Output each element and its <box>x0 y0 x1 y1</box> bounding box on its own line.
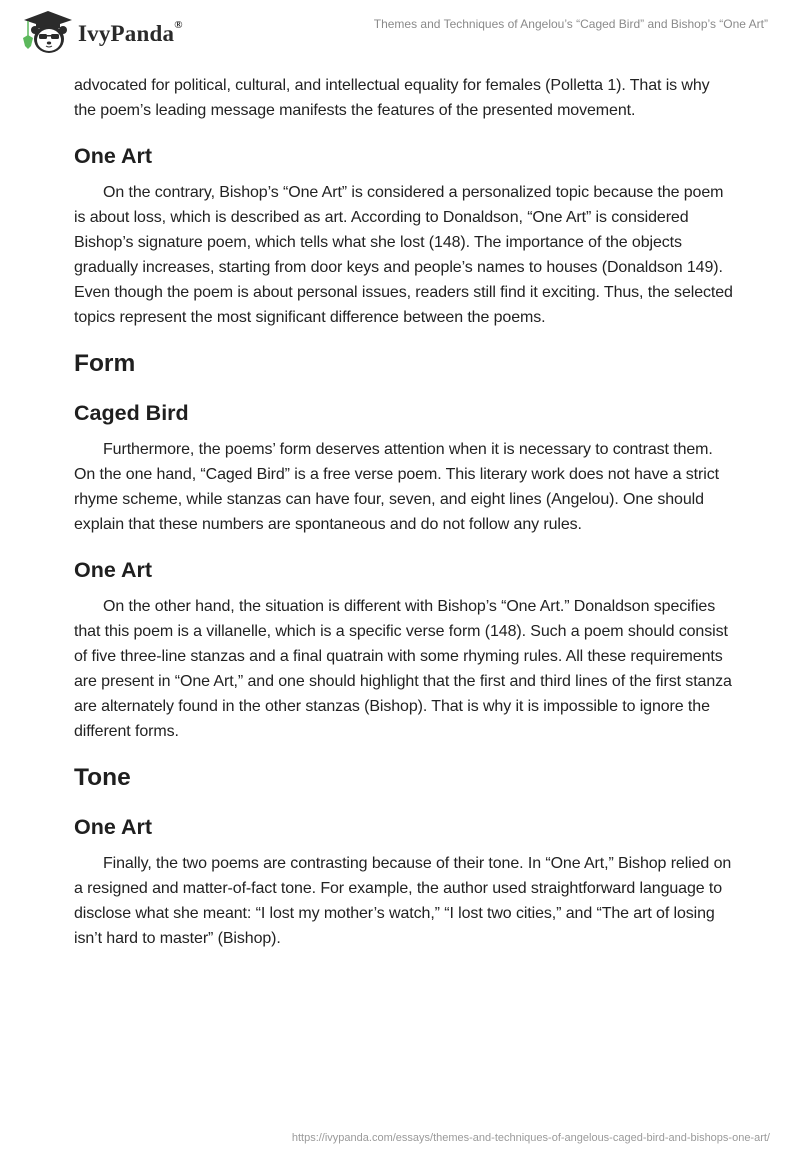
paragraph-one-art-tone: Finally, the two poems are contrasting because of their tone. In “One Art,” Bishop relied on a resigned and matter-of-fact tone. For example, the author used straightforward language to disclose what she meant: “I lost my mother’s watch,” “I lost two cities,” and “The art of losing isn’t hard to master” (Bishop). <box>74 855 732 947</box>
intro-paragraph: advocated for political, cultural, and intellectual equality for females (Polletta 1). That is why the poem’s leading message manifests the features of the presented movement. <box>74 77 710 119</box>
heading-form: Form <box>74 350 136 377</box>
ivypanda-logo[interactable] <box>18 8 183 56</box>
source-url[interactable]: https://ivypanda.com/essays/themes-and-techniques-of-angelous-caged-bird-and-bishops-one-art/ <box>291 1132 770 1144</box>
brand-name: IvyPanda® <box>78 19 183 46</box>
page-header <box>0 0 800 62</box>
paragraph-one-art-topic: On the contrary, Bishop’s “One Art” is considered a personalized topic because the poem is about loss, which is described as art. According to Donaldson, “One Art” is considered Bishop’s signature poem, which tells what she lost (148). The importance of the objects gradually increases, starting from door keys and people’s names to houses (Donaldson 149). Even though the poem is about personal issues, readers still find it exciting. Thus, the selected topics represent the most significant difference between the poems. <box>74 184 733 326</box>
subheading-one-art-tone: One Art <box>74 815 153 839</box>
subheading-one-art-form: One Art <box>74 558 153 582</box>
paragraph-caged-bird-form: Furthermore, the poems’ form deserves attention when it is necessary to contrast them. On the one hand, “Caged Bird” is a free verse poem. This literary work does not have a strict rhyme scheme, while stanzas can have four, seven, and eight lines (Angelou). One should explain that these numbers are spontaneous and do not follow any rules. <box>74 441 719 533</box>
subheading-one-art-topic: One Art <box>74 144 153 168</box>
essay-body <box>74 70 734 951</box>
panda-graduate-icon <box>18 8 74 56</box>
heading-tone: Tone <box>74 764 131 791</box>
paragraph-one-art-form: On the other hand, the situation is different with Bishop’s “One Art.” Donaldson specifies that this poem is a villanelle, which is a specific verse form (148). Such a poem should consist of five three-line stanzas and a final quatrain with some rhyming rules. All these requirements are present in “One Art,” and one should highlight that the first and third lines of the first stanza are alternately found in the other stanzas (Bishop). That is why it is impossible to ignore the different forms. <box>74 598 732 740</box>
subheading-caged-bird-form: Caged Bird <box>74 401 189 425</box>
document-title: Themes and Techniques of Angelou’s “Caged Bird” and Bishop’s “One Art” <box>373 17 768 31</box>
